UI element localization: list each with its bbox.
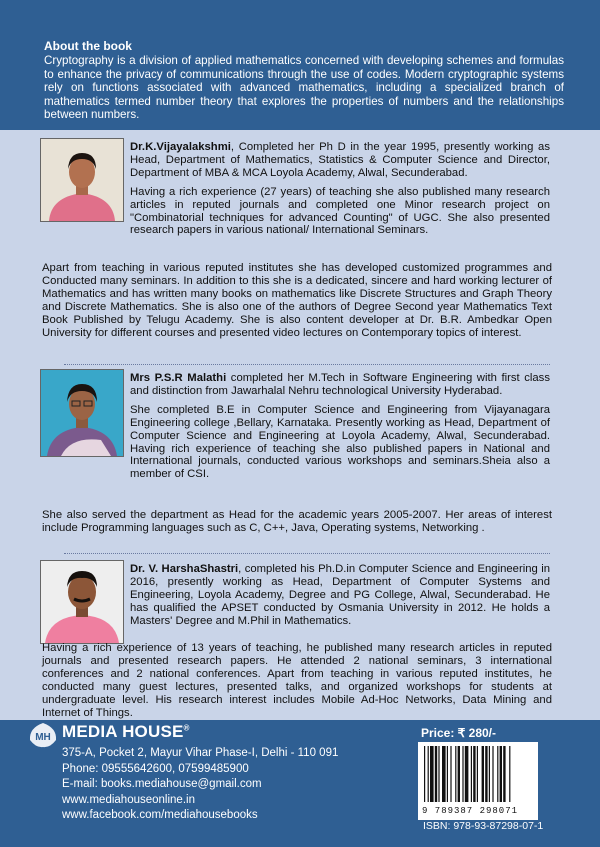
publisher-name-text: MEDIA HOUSE bbox=[62, 722, 184, 741]
barcode-bar bbox=[471, 746, 472, 802]
publisher-email[interactable]: E-mail: books.mediahouse@gmail.com bbox=[62, 778, 262, 791]
author-3-photo bbox=[40, 560, 124, 644]
barcode-bar bbox=[503, 746, 505, 802]
barcode-bar bbox=[438, 746, 439, 802]
author-2-name: Mrs P.S.R Malathi bbox=[130, 372, 227, 384]
publisher-facebook[interactable]: www.facebook.com/mediahousebooks bbox=[62, 809, 258, 822]
barcode-bar bbox=[447, 746, 448, 802]
barcode-bar bbox=[497, 746, 498, 802]
author-1-para2: Having a rich experience (27 years) of teaching she also published many research articles in reputed journals and completed one Minor research project on "Combinatorial techniques for advanced Counting" of UGC. She also presented research papers in various national/ International Seminars. bbox=[130, 185, 550, 237]
publisher-phone: Phone: 09555642600, 07599485900 bbox=[62, 762, 249, 775]
isbn-label: ISBN: 978-93-87298-07-1 bbox=[423, 820, 544, 832]
barcode-bar bbox=[485, 746, 487, 802]
barcode-bar bbox=[430, 746, 434, 802]
barcode-bar bbox=[458, 746, 460, 802]
author-1-para3: Apart from teaching in various reputed institutes she has developed customized programmes and Conducted many seminars. In addition to this she is a dedicated, sincere and hard working lecturer of Mathematics and has written many books on mathematics like Discrete Structures and Graph Theory and Discrete Mathematics. She is also one of the authors of Degree Second year Mathematics Text Book Published by Telugu Academy. She is also content developer at Dr. B.R. Ambedkar Open University for different courses and presented video lectures on Contemporary topics of interest. bbox=[42, 262, 552, 339]
author-3-name: Dr. V. HarshaShastri bbox=[130, 563, 239, 575]
barcode-bar bbox=[492, 746, 493, 802]
publisher-address: 375-A, Pocket 2, Mayur Vihar Phase-I, Delhi - 110 091 bbox=[62, 747, 339, 759]
barcode-bar bbox=[489, 746, 490, 802]
barcode-bar bbox=[462, 746, 463, 802]
author-3-para2: Having a rich experience of 13 years of teaching, he published many research articles in reputed journals and presented research papers. He attended 2 national seminars, 3 international conferences and 2 national conferences. Apart from teaching in various reputed institutes, he conducted many guest lectures, presented talks, and organized workshops for students at undergraduate level. His research interest includes Mobile Ad-Hoc Networks, Data Mining and Internet of Things. bbox=[42, 642, 552, 719]
registered-mark: ® bbox=[183, 723, 190, 733]
author-2-photo bbox=[40, 369, 124, 457]
barcode-bar bbox=[424, 746, 425, 802]
publisher-logo-text: MH bbox=[35, 732, 51, 743]
barcode-bars bbox=[418, 742, 538, 806]
barcode-bar bbox=[465, 746, 469, 802]
price-label: Price: ₹ 280/- bbox=[421, 726, 497, 740]
barcode-bar bbox=[442, 746, 446, 802]
barcode-number: 9 789387 298071 bbox=[422, 806, 519, 816]
author-1-para1: , Completed her Ph D in the year 1995, presently working as Head, Department of Mathematics, Statistics & Computer Science and Director, Department of MBA & MCA Loyola Academy, Alwal, Secunderabad. bbox=[130, 141, 550, 179]
author-2-para3: She also served the department as Head for the academic years 2005-2007. Her areas of interest include Programming languages such as C, C++, Java, Operating systems, Networking . bbox=[42, 509, 552, 534]
barcode-bar bbox=[473, 746, 475, 802]
publisher-website[interactable]: www.mediahouseonline.in bbox=[62, 793, 195, 806]
author-2-para1: completed her M.Tech in Software Engineering with first class and distinction from Jawarhalal Nehru technological University Hyderabad. bbox=[130, 372, 550, 397]
author-3-para1: , completed his Ph.D.in Computer Science and Engineering in 2016, presently working as Head, Department of Computer Systems and Engineering, Loyola Academy, Degree and PG College, Alwal, Secunderabad. He has qualified the APSET conducted by Osmania University in 2012. He holds a Masters' Degree and M.Phil in Mathematics. bbox=[130, 563, 550, 627]
publisher-contact bbox=[62, 746, 338, 824]
barcode-bar bbox=[435, 746, 437, 802]
separator-2 bbox=[64, 553, 550, 554]
author-2-para2: She completed B.E in Computer Science and Engineering from Vijayanagara Engineering college ,Bellary, Karnataka. Presently working as Head, Department of Computer Science and Engineering at Loyola Academy, Alwal, Secunderabad. Having rich experience of teaching she also published papers in National and International journals, conducted various workshops and seminars.Sheia also a member of CSI. bbox=[130, 403, 550, 481]
separator-1 bbox=[64, 364, 550, 365]
author-1-photo bbox=[40, 138, 124, 222]
publisher-name bbox=[62, 722, 190, 742]
barcode-bar bbox=[450, 746, 451, 802]
about-text: Cryptography is a division of applied mathematics concerned with developing schemes and formulas to enhance the privacy of communications through the use of codes. Modern cryptographic systems rely on functions associated with advanced mathematics, including a specialized branch of mathematics termed number theory that explores the properties of numbers and the relationships between numbers. bbox=[44, 54, 564, 122]
about-section bbox=[44, 40, 564, 121]
about-heading: About the book bbox=[44, 39, 132, 53]
barcode-bar bbox=[477, 746, 478, 802]
barcode-bar bbox=[428, 746, 429, 802]
publisher-logo bbox=[28, 722, 58, 753]
barcode-bar bbox=[509, 746, 510, 802]
barcode-bar bbox=[455, 746, 456, 802]
author-1-name: Dr.K.Vijayalakshmi bbox=[130, 141, 231, 153]
barcode-bar bbox=[500, 746, 502, 802]
barcode-bar bbox=[482, 746, 484, 802]
